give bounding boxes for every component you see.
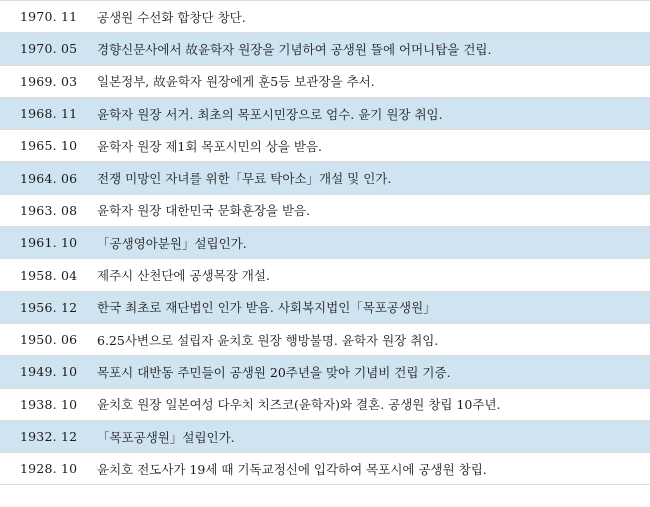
timeline-date: 1964. 06 xyxy=(20,170,78,186)
timeline-event: 「공생영아분원」설립인가. xyxy=(97,235,247,251)
timeline-event: 목포시 대반동 주민들이 공생원 20주년을 맞아 기념비 건립 기증. xyxy=(97,364,451,380)
timeline-date: 1968. 11 xyxy=(20,106,78,122)
timeline-event: 6.25사변으로 설립자 윤치호 원장 행방불명. 윤학자 원장 취임. xyxy=(97,332,439,348)
timeline-event: 윤치호 원장 일본여성 다우치 치즈코(윤학자)와 결혼. 공생원 창립 10주년. xyxy=(97,397,501,413)
timeline-row xyxy=(0,1,650,33)
timeline-row xyxy=(0,33,650,65)
timeline-event: 경향신문사에서 故윤학자 원장을 기념하여 공생원 뜰에 어머니탑을 건립. xyxy=(97,41,492,57)
timeline-row xyxy=(0,421,650,453)
timeline-row xyxy=(0,389,650,421)
timeline-date: 1963. 08 xyxy=(20,202,78,218)
timeline-date: 1949. 10 xyxy=(20,364,78,380)
timeline-event: 한국 최초로 재단법인 인가 받음. 사회복지법인「목포공생원」 xyxy=(97,300,436,316)
timeline-date: 1958. 04 xyxy=(20,267,78,283)
timeline-row xyxy=(0,259,650,291)
timeline-date: 1970. 11 xyxy=(20,9,78,25)
timeline-date: 1928. 10 xyxy=(20,461,78,477)
timeline-event: 일본정부, 故윤학자 원장에게 훈5등 보관장을 추서. xyxy=(97,74,375,90)
timeline-event: 제주시 산천단에 공생목장 개설. xyxy=(97,268,270,284)
timeline-date: 1950. 06 xyxy=(20,332,78,348)
timeline-row xyxy=(0,292,650,324)
timeline-date: 1961. 10 xyxy=(20,235,78,251)
timeline-row xyxy=(0,324,650,356)
timeline-row xyxy=(0,66,650,98)
timeline-date: 1970. 05 xyxy=(20,41,78,57)
timeline-event: 윤학자 원장 대한민국 문화훈장을 받음. xyxy=(97,203,311,219)
timeline-date: 1969. 03 xyxy=(20,73,78,89)
timeline-row xyxy=(0,130,650,162)
timeline-row xyxy=(0,195,650,227)
timeline-event: 공생원 수선화 합창단 창단. xyxy=(97,9,246,25)
timeline-event: 「목포공생원」설립인가. xyxy=(97,429,235,445)
timeline-row xyxy=(0,356,650,388)
timeline-date: 1956. 12 xyxy=(20,299,78,315)
timeline-row xyxy=(0,98,650,130)
timeline-event: 전쟁 미망인 자녀를 위한「무료 탁아소」개설 및 인가. xyxy=(97,171,392,187)
timeline-event: 윤학자 원장 서거. 최초의 목포시민장으로 엄수. 윤기 원장 취임. xyxy=(97,106,443,122)
timeline-row xyxy=(0,162,650,194)
timeline-date: 1938. 10 xyxy=(20,396,78,412)
timeline-row xyxy=(0,227,650,259)
timeline-event: 윤치호 전도사가 19세 때 기독교정신에 입각하여 목포시에 공생원 창립. xyxy=(97,461,487,477)
timeline-date: 1965. 10 xyxy=(20,138,78,154)
timeline-event: 윤학자 원장 제1회 목포시민의 상을 받음. xyxy=(97,138,322,154)
timeline-row xyxy=(0,453,650,485)
timeline-date: 1932. 12 xyxy=(20,429,78,444)
